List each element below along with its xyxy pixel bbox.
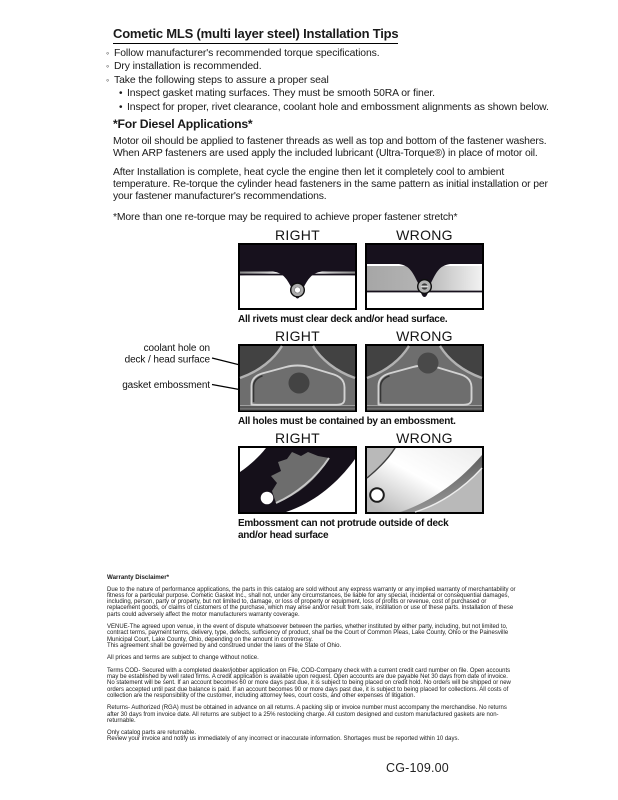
bullet-item — [106, 74, 611, 87]
warranty-heading: Warranty Disclaimer* — [107, 574, 170, 581]
warranty-text: Returns- Authorized (RGA) must be obtained in advance on all returns. A packing slip or invoice number must accompany the merchandise. No returns after 30 days from invoice date. All returns are subject to a 25% restocking charge. All custom designed and custom manufactured gaskets are non-returnable. — [107, 705, 507, 724]
warranty-paragraph — [107, 587, 517, 618]
rivet-diagram-right — [239, 244, 356, 309]
row1-right-label: RIGHT — [274, 228, 321, 243]
row2-caption: All holes must be contained by an embossment. — [238, 416, 456, 427]
row1-caption: All rivets must clear deck and/or head surface. — [238, 314, 448, 325]
open-bullet-icon: ◦ — [106, 61, 110, 72]
diesel-section — [113, 117, 563, 231]
sub-bullet-item — [119, 87, 611, 100]
diesel-heading: *For Diesel Applications* — [113, 117, 253, 131]
bullet-text: Dry installation is recommended. — [114, 61, 262, 73]
filled-bullet-icon: • — [119, 101, 123, 113]
filled-bullet-icon: • — [119, 88, 123, 100]
bullet-text: Inspect for proper, rivet clearance, coolant hole and embossment alignments as shown below. — [127, 101, 549, 113]
open-bullet-icon: ◦ — [106, 74, 110, 85]
protrusion-diagram-wrong — [366, 447, 483, 513]
warranty-text: This agreement shall be governed by and construed under the laws of the State of Ohio. — [107, 642, 342, 649]
embossment-diagram-wrong — [366, 345, 483, 411]
warranty-text: Review your invoice and notify us immediately of any incorrect or inaccurate information. Shortages must be reported within 10 days. — [107, 736, 460, 743]
rivet-diagram-wrong — [366, 244, 483, 309]
coolant-hole-label: coolant hole on — [143, 343, 210, 354]
warranty-paragraph — [107, 730, 517, 742]
open-bullet-icon: ◦ — [106, 48, 110, 58]
bullet-text: Inspect gasket mating surfaces. They must be smooth 50RA or finer. — [127, 88, 435, 100]
bolt-hole-icon — [261, 492, 274, 505]
warranty-section — [107, 574, 517, 749]
coolant-hole-icon — [289, 373, 310, 394]
sub-bullet-item — [119, 101, 611, 114]
bullet-text: Follow manufacturer's recommended torque specifications. — [114, 48, 380, 59]
warranty-text: Due to the nature of performance applications, the parts in this catalog are sold without any express warranty or any implied warranty of merchantability or fitness for a particular purpose. Cometic Gasket Inc., shall not, under any circumstances, be liable for any special, incidental or consequential damages, including, person, party or property, but not limited to, damage, or loss of property or equipment, loss of profits or revenue, cost of purchased or replacement goods, or claims of customers of the purchase, which may arise and/or result from sale, instillation or use of these parts. Installation of these parts could adversely affect the motor manufacturers warranty coverage. — [107, 587, 516, 618]
coolant-hole-icon — [418, 353, 439, 374]
row3-caption-line1: Embossment can not protrude outside of deck — [238, 518, 449, 529]
row3-caption-line2: and/or head surface — [238, 530, 329, 541]
row2-wrong-label: WRONG — [396, 328, 453, 344]
warranty-text: All prices and terms are subject to change without notice. — [107, 655, 259, 662]
tips-list — [106, 47, 611, 114]
bolt-hole-icon — [370, 488, 384, 502]
warranty-text: Only catalog parts are returnable. — [107, 730, 197, 737]
embossment-diagram-right — [239, 345, 356, 411]
bullet-item — [106, 47, 611, 60]
retorque-note: *More than one re-torque may be required to achieve proper fastener stretch* — [113, 211, 458, 223]
row2-right-label: RIGHT — [274, 328, 321, 344]
warranty-text: Terms COD- Secured with a completed dealer/jobber application on File, COD-Company check with a current credit card number on file. Open accounts may be established by well rated firms. A credit application is available upon request. Open accounts are due payable Net 30 days from date of invoice. No statement will be sent. If an account becomes 60 or more days past due, it is subject to being placed on credit hold. No orders will be shipped or new orders accepted until past due balance is paid. If an account becomes 90 or more days past due, it is subject to being placed for collections. All costs of collection are the responsibility of the customer, including attorney fees, court costs, and other expenses of litigation. — [107, 668, 511, 699]
warranty-paragraph — [107, 655, 517, 661]
page-title: Cometic MLS (multi layer steel) Installation Tips — [113, 26, 398, 44]
row3-right-label: RIGHT — [274, 430, 321, 446]
protrusion-diagram-right — [239, 447, 356, 513]
installation-diagrams — [100, 228, 520, 548]
warranty-paragraph — [107, 705, 517, 723]
warranty-text: VENUE-The agreed upon venue, in the event of dispute whatsoever between the parties, whether instituted by either party, including, but not limited to, contract terms, payment terms, delivery, type, defects, sufficiency of product, shall be the Court of Common Pleas, Lake County, Ohio or the Painesville Municipal Court, Lake County, Ohio, depending on the amount in controversy. — [107, 624, 509, 643]
gasket-embossment-label: gasket embossment — [122, 380, 210, 391]
row1-wrong-label: WRONG — [396, 228, 453, 243]
bullet-item — [106, 60, 611, 73]
warranty-paragraph — [107, 624, 517, 649]
coolant-hole-label: deck / head surface — [124, 354, 210, 366]
diesel-paragraph-1: Motor oil should be applied to fastener threads as well as top and bottom of the fastener washers. When ARP fasteners are used apply the included lubricant (Ultra-Torque®) in place of motor oil. — [113, 136, 547, 159]
row3-wrong-label: WRONG — [396, 430, 453, 446]
bullet-text: Take the following steps to assure a proper seal — [114, 74, 329, 86]
diesel-paragraph-2: After Installation is complete, heat cycle the engine then let it completely cool to ambient temperature. Re-torque the cylinder head fasteners in the same pattern as initial installation or per your fastener manufacturer's recommendations. — [113, 167, 548, 202]
catalog-code: CG-109.00 — [386, 761, 449, 775]
warranty-paragraph — [107, 668, 517, 699]
